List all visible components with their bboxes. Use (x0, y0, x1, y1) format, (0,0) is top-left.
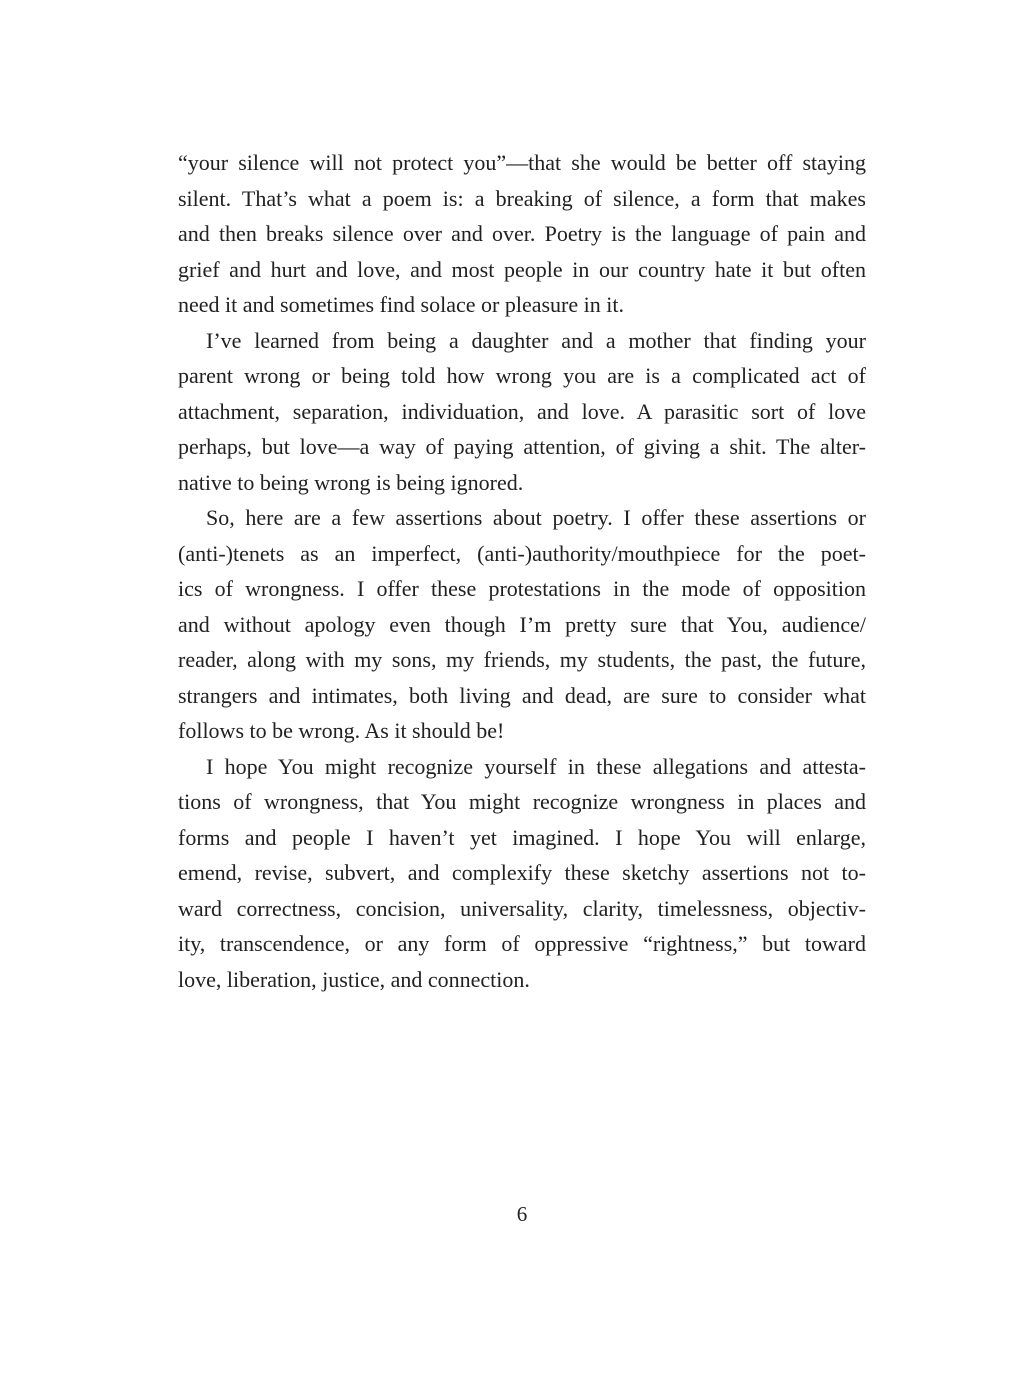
text-line: forms and people I haven’t yet imagined. I hope You will enlarge, (178, 824, 866, 850)
text-line: tions of wrongness, that You might recognize wrongness in places and (178, 789, 866, 814)
text-line: and without apology even though I’m pretty sure that You, audience/ (178, 611, 866, 637)
text-line: need it and sometimes find solace or pleasure in it. (178, 292, 624, 317)
text-line: perhaps, but love—a way of paying attention, of giving a shit. The alter- (178, 434, 866, 459)
text-line: love, liberation, justice, and connection. (178, 966, 530, 992)
text-line: I hope You might recognize yourself in these allegations and attesta- (206, 753, 866, 779)
text-line: So, here are a few assertions about poetry. I offer these assertions or (206, 505, 866, 530)
text-line: reader, along with my sons, my friends, my students, the past, the future, (178, 647, 866, 672)
text-line: attachment, separation, individuation, and love. A parasitic sort of love (178, 398, 866, 424)
text-line: silent. That’s what a poem is: a breaking of silence, a form that makes (178, 185, 866, 211)
text-line: “your silence will not protect you”—that she would be better off staying (178, 150, 866, 175)
text-line: ward correctness, concision, universality, clarity, timelessness, objectiv- (178, 895, 866, 921)
text-line: grief and hurt and love, and most people in our country hate it but often (178, 256, 866, 282)
body-text (178, 145, 866, 997)
text-line: I’ve learned from being a daughter and a mother that finding your (206, 327, 866, 353)
text-line: native to being wrong is being ignored. (178, 469, 524, 495)
paragraph (178, 145, 866, 323)
page-number: 6 (516, 1202, 528, 1226)
paragraph (178, 323, 866, 501)
text-line: strangers and intimates, both living and dead, are sure to consider what (178, 682, 866, 708)
text-line: follows to be wrong. As it should be! (178, 718, 505, 743)
text-line: ics of wrongness. I offer these protestations in the mode of opposition (178, 576, 866, 601)
paragraph (178, 500, 866, 749)
text-line: parent wrong or being told how wrong you are is a complicated act of (178, 363, 866, 388)
paragraph (178, 749, 866, 998)
text-line: (anti-)tenets as an imperfect, (anti-)authority/mouthpiece for the poet- (178, 540, 866, 566)
text-line: emend, revise, subvert, and complexify these sketchy assertions not to- (178, 860, 866, 885)
text-line: and then breaks silence over and over. Poetry is the language of pain and (178, 221, 866, 246)
text-line: ity, transcendence, or any form of oppressive “rightness,” but toward (178, 931, 866, 956)
